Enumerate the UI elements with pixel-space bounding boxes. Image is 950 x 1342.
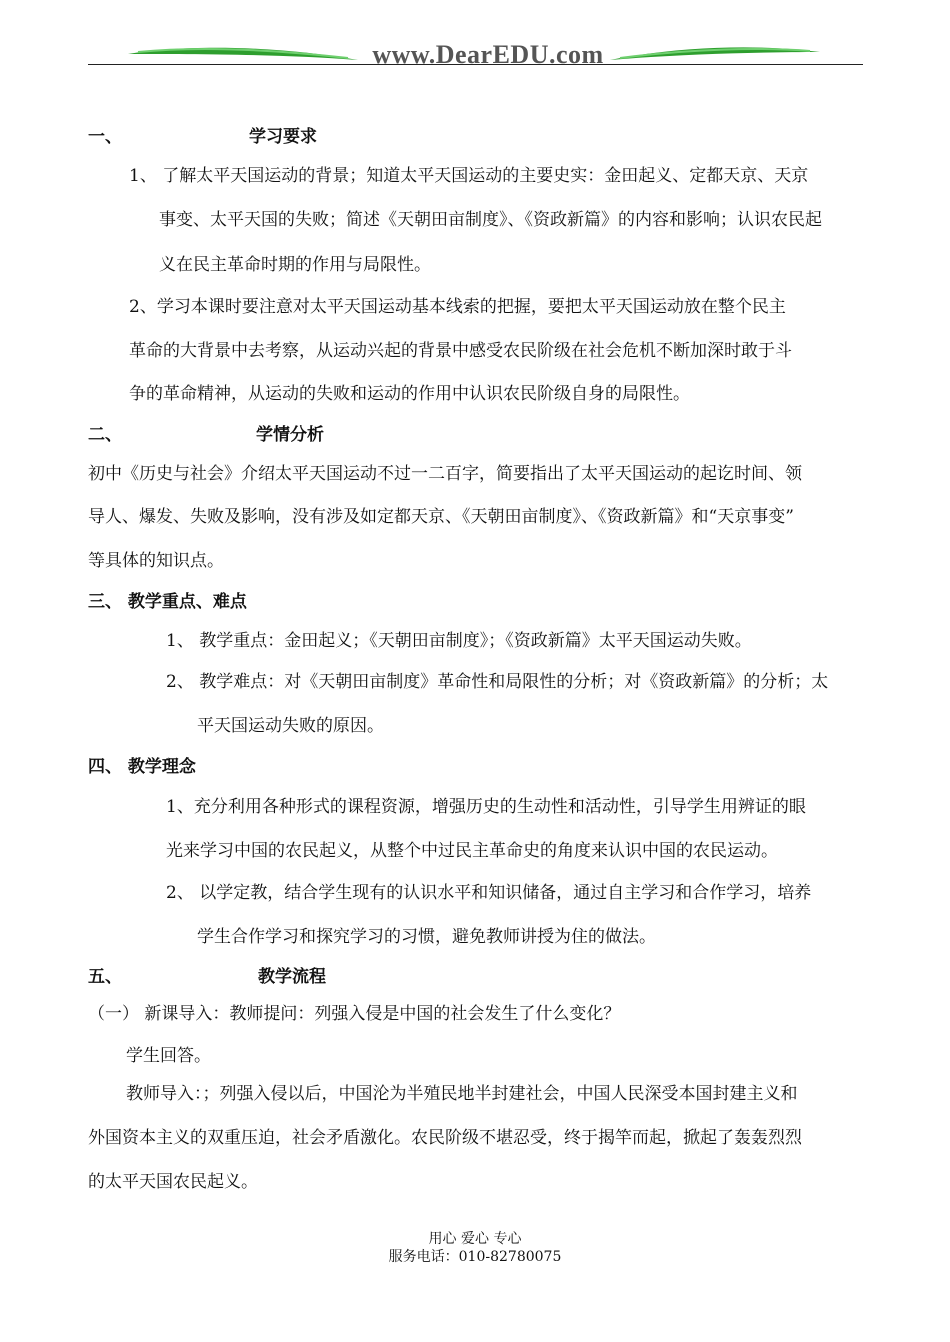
paragraph-line: 学生回答。 — [126, 1046, 211, 1066]
paragraph-line: 1、 了解太平天国运动的背景；知道太平天国运动的主要史实：金田起义、定都天京、天京 — [129, 166, 809, 186]
paragraph-line: 外国资本主义的双重压迫，社会矛盾激化。农民阶级不堪忍受，终于揭竿而起，掀起了轰轰烈烈 — [88, 1128, 802, 1148]
paragraph-line: 学生合作学习和探究学习的习惯，避免教师讲授为住的做法。 — [197, 927, 656, 947]
paragraph-line: 1、充分利用各种形式的课程资源，增强历史的生动性和活动性，引导学生用辨证的眼 — [166, 797, 806, 817]
paragraph-line: 教师导入：；列强入侵以后，中国沦为半殖民地半封建社会，中国人民深受本国封建主义和 — [126, 1084, 798, 1104]
section-1-title: 学习要求 — [249, 127, 317, 147]
paragraph-line: 光来学习中国的农民起义，从整个中过民主革命史的角度来认识中国的农民运动。 — [166, 841, 778, 861]
paragraph-line: 革命的大背景中去考察，从运动兴起的背景中感受农民阶级在社会危机不断加深时敢于斗 — [129, 341, 792, 361]
paragraph-line: 1、 教学重点：金田起义；《天朝田亩制度》；《资政新篇》太平天国运动失败。 — [166, 631, 752, 651]
site-logo-text: www.DearEDU.com — [372, 40, 604, 69]
paragraph-line: 2、 教学难点：对《天朝田亩制度》革命性和局限性的分析；对《资政新篇》的分析；太 — [166, 672, 829, 692]
paragraph-line: （一） 新课导入：教师提问：列强入侵是中国的社会发生了什么变化？ — [88, 1004, 621, 1024]
section-4-title: 四、 教学理念 — [88, 757, 196, 777]
section-1-number: 一、 — [88, 127, 122, 147]
paragraph-line: 义在民主革命时期的作用与局限性。 — [159, 255, 431, 275]
paragraph-line: 导人、爆发、失败及影响，没有涉及如定都天京、《天朝田亩制度》、《资政新篇》和“天京事变” — [88, 507, 794, 527]
section-5-title: 教学流程 — [258, 967, 326, 987]
section-2-number: 二、 — [88, 425, 122, 445]
paragraph-line: 平天国运动失败的原因。 — [197, 716, 384, 736]
paragraph-line: 争的革命精神，从运动的失败和运动的作用中认识农民阶级自身的局限性。 — [129, 384, 690, 404]
page-header — [88, 32, 863, 72]
section-2-title: 学情分析 — [256, 425, 324, 445]
paragraph-line: 事变、太平天国的失败；简述《天朝田亩制度》、《资政新篇》的内容和影响；认识农民起 — [159, 210, 822, 230]
paragraph-line: 初中《历史与社会》介绍太平天国运动不过一二百字，简要指出了太平天国运动的起讫时间、领 — [88, 464, 802, 484]
footer-slogan: 用心 爱心 专心 — [428, 1231, 522, 1247]
paragraph-line: 2、学习本课时要注意对太平天国运动基本线索的把握，要把太平天国运动放在整个民主 — [129, 297, 786, 317]
footer-phone: 服务电话：010-82780075 — [388, 1249, 562, 1265]
header-rule — [88, 64, 863, 65]
paragraph-line: 的太平天国农民起义。 — [88, 1172, 258, 1192]
section-3-title: 三、 教学重点、难点 — [88, 592, 247, 612]
paragraph-line: 2、 以学定教，结合学生现有的认识水平和知识储备，通过自主学习和合作学习，培养 — [166, 883, 812, 903]
paragraph-line: 等具体的知识点。 — [88, 551, 224, 571]
section-5-number: 五、 — [88, 967, 122, 987]
